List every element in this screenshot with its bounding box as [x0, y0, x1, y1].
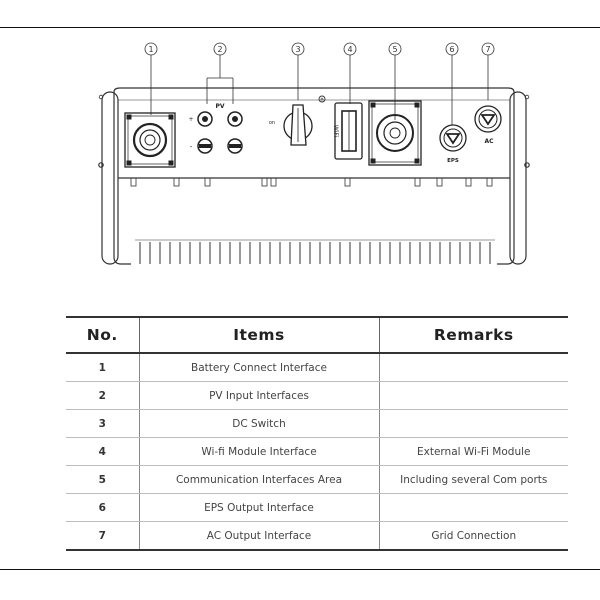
bottom-divider-line: [0, 569, 600, 570]
callout-6: [446, 43, 458, 125]
dc-switch-icon: [269, 105, 312, 145]
row-item: EPS Output Interface: [139, 494, 379, 522]
header-items: Items: [139, 317, 379, 353]
inverter-housing: [99, 88, 529, 264]
row-remark: [379, 382, 568, 410]
callout-2: [207, 43, 233, 104]
ac-output-connector-icon: [475, 106, 501, 145]
svg-text:AC: AC: [484, 138, 494, 145]
row-item: AC Output Interface: [139, 522, 379, 551]
table-row: [66, 353, 568, 382]
header-no: No.: [66, 317, 139, 353]
row-remark: Including several Com ports: [379, 466, 568, 494]
table-header-row: [66, 317, 568, 353]
svg-text:EPS: EPS: [447, 158, 459, 164]
table-row: [66, 494, 568, 522]
row-remark: [379, 494, 568, 522]
svg-text:3: 3: [295, 45, 301, 54]
row-remark: [379, 410, 568, 438]
svg-text:PV: PV: [215, 103, 225, 110]
svg-text:1: 1: [148, 45, 154, 54]
row-number: 3: [66, 410, 139, 438]
row-number: 4: [66, 438, 139, 466]
svg-text:on: on: [268, 120, 276, 126]
row-item: Wi-fi Module Interface: [139, 438, 379, 466]
interfaces-table: [66, 316, 568, 551]
row-number: 7: [66, 522, 139, 551]
row-remark: [379, 353, 568, 382]
table-row: [66, 410, 568, 438]
table-row: [66, 466, 568, 494]
row-remark: Grid Connection: [379, 522, 568, 551]
row-remark: External Wi-Fi Module: [379, 438, 568, 466]
row-item: Communication Interfaces Area: [139, 466, 379, 494]
row-item: Battery Connect Interface: [139, 353, 379, 382]
pv-input-connectors-icon: [188, 103, 242, 153]
housing-tabs: [131, 178, 492, 186]
table-row: [66, 382, 568, 410]
row-item: PV Input Interfaces: [139, 382, 379, 410]
battery-connector-icon: [125, 113, 175, 167]
wifi-module-interface-icon: [332, 103, 362, 159]
row-number: 2: [66, 382, 139, 410]
table-row: [66, 438, 568, 466]
callout-5: [389, 43, 401, 120]
row-number: 6: [66, 494, 139, 522]
table-row: [66, 522, 568, 551]
svg-text:6: 6: [449, 45, 455, 54]
svg-text:2: 2: [217, 45, 223, 54]
header-remarks: Remarks: [379, 317, 568, 353]
heat-sink-fins: [135, 240, 495, 264]
eps-output-connector-icon: [440, 125, 466, 164]
svg-text:5: 5: [392, 45, 398, 54]
callout-7: [482, 43, 494, 100]
row-item: DC Switch: [139, 410, 379, 438]
svg-text:WiFi: WiFi: [332, 124, 339, 138]
callout-3: [292, 43, 304, 100]
callout-4: [344, 43, 356, 104]
svg-text:-: -: [189, 143, 193, 151]
callout-1: [145, 43, 157, 115]
svg-text:4: 4: [347, 45, 353, 54]
svg-text:+: +: [188, 116, 194, 123]
svg-text:7: 7: [485, 45, 491, 54]
row-number: 1: [66, 353, 139, 382]
row-number: 5: [66, 466, 139, 494]
